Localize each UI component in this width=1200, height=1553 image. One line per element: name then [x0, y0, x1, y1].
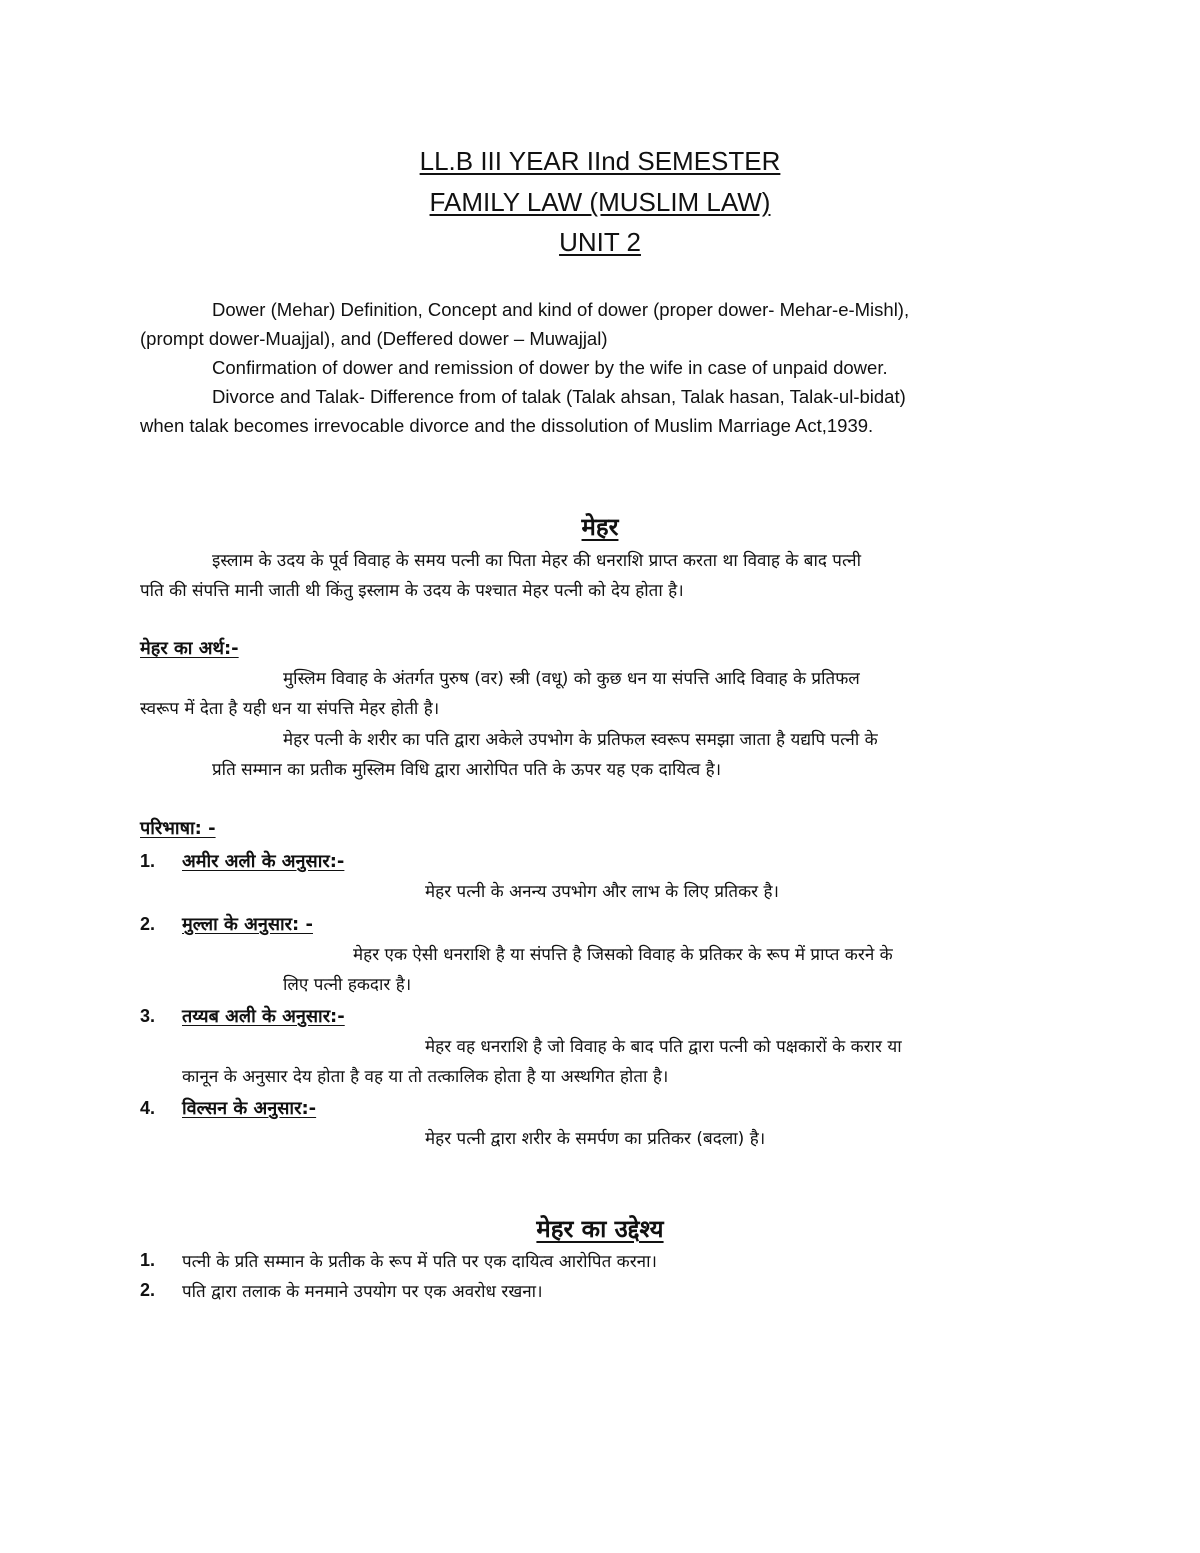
- list-number: 1.: [140, 1250, 156, 1270]
- subheading-meaning: मेहर का अर्थ:-: [140, 638, 239, 659]
- syllabus-line: Divorce and Talak- Difference from of talak (Talak ahsan, Talak hasan, Talak-ul-bidat): [212, 386, 906, 407]
- definition-text: लिए पत्नी हकदार है।: [283, 975, 412, 995]
- syllabus-line: (prompt dower-Muajjal), and (Deffered dower – Muwajjal): [140, 328, 608, 349]
- section-heading-mehar: मेहर: [581, 513, 619, 541]
- list-item-text: पत्नी के प्रति सम्मान के प्रतीक के रूप में पति पर एक दायित्व आरोपित करना।: [182, 1252, 657, 1272]
- definition-text: कानून के अनुसार देय होता है वह या तो तत्कालिक होता है या अस्थगित होता है।: [182, 1067, 669, 1087]
- doc-title-line1: LL.B III YEAR IInd SEMESTER: [419, 146, 781, 176]
- paragraph-line: मुस्लिम विवाह के अंतर्गत पुरुष (वर) स्त्री (वधू) को कुछ धन या संपत्ति आदि विवाह के प्रतिफल: [283, 669, 860, 689]
- definition-label: तय्यब अली के अनुसार:-: [182, 1006, 345, 1027]
- syllabus-line: when talak becomes irrevocable divorce and the dissolution of Muslim Marriage Act,1939.: [140, 415, 874, 436]
- definition-label: विल्सन के अनुसार:-: [182, 1098, 317, 1119]
- definition-label: अमीर अली के अनुसार:-: [182, 851, 345, 872]
- definition-text: मेहर वह धनराशि है जो विवाह के बाद पति द्वारा पत्नी को पक्षकारों के करार या: [425, 1037, 902, 1057]
- section-heading-purpose: मेहर का उद्देश्य: [536, 1215, 664, 1243]
- syllabus-line: Confirmation of dower and remission of dower by the wife in case of unpaid dower.: [212, 357, 888, 378]
- list-item-text: पति द्वारा तलाक के मनमाने उपयोग पर एक अवरोध रखना।: [182, 1282, 543, 1302]
- doc-title-line2: FAMILY LAW (MUSLIM LAW): [429, 187, 771, 217]
- list-number: 2.: [140, 1280, 156, 1300]
- definition-text: मेहर पत्नी के अनन्य उपभोग और लाभ के लिए प्रतिकर है।: [425, 882, 780, 902]
- definition-label: मुल्ला के अनुसार: -: [182, 914, 313, 935]
- doc-title-line3: UNIT 2: [559, 227, 641, 257]
- paragraph-line: इस्लाम के उदय के पूर्व विवाह के समय पत्नी का पिता मेहर की धनराशि प्राप्त करता था विवाह के बाद पत्नी: [212, 551, 862, 571]
- subheading-definitions: परिभाषा: -: [140, 818, 216, 839]
- definition-text: मेहर पत्नी द्वारा शरीर के समर्पण का प्रतिकर (बदला) है।: [425, 1129, 766, 1149]
- list-number: 4.: [140, 1098, 156, 1118]
- definition-text: मेहर एक ऐसी धनराशि है या संपत्ति है जिसको विवाह के प्रतिकर के रूप में प्राप्त करने के: [353, 945, 893, 965]
- paragraph-line: मेहर पत्नी के शरीर का पति द्वारा अकेले उपभोग के प्रतिफल स्वरूप समझा जाता है यद्यपि पत्नी के: [283, 730, 878, 750]
- list-number: 2.: [140, 914, 156, 934]
- syllabus-line: Dower (Mehar) Definition, Concept and kind of dower (proper dower- Mehar-e-Mishl),: [212, 299, 910, 320]
- paragraph-line: प्रति सम्मान का प्रतीक मुस्लिम विधि द्वारा आरोपित पति के ऊपर यह एक दायित्व है।: [212, 760, 722, 780]
- list-number: 3.: [140, 1006, 156, 1026]
- list-number: 1.: [140, 851, 156, 871]
- paragraph-line: पति की संपत्ति मानी जाती थी किंतु इस्लाम के उदय के पश्चात मेहर पत्नी को देय होता है।: [140, 581, 684, 601]
- paragraph-line: स्वरूप में देता है यही धन या संपत्ति मेहर होती है।: [140, 699, 440, 719]
